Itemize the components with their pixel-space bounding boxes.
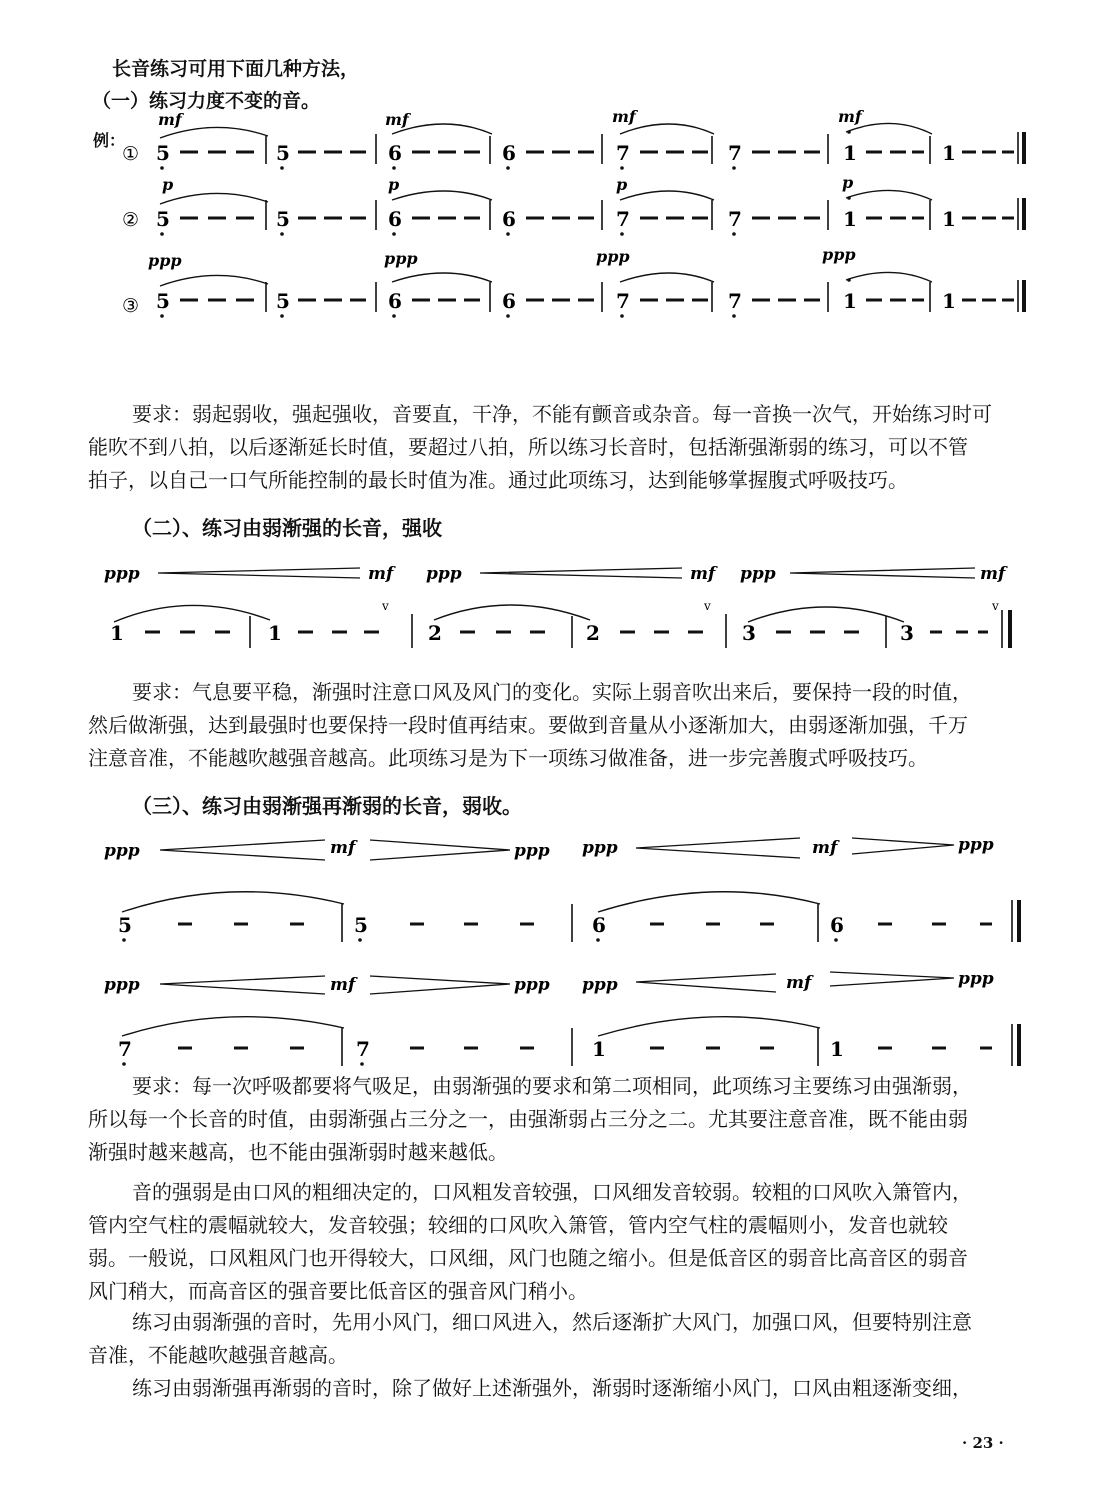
text-line: 要求：弱起弱收，强起强收，音要直，干净，不能有颤音或杂音。每一音换一次气，开始练习时可 — [132, 402, 992, 426]
dynamic-mark: ppp — [384, 249, 418, 268]
note: 7 — [118, 1037, 132, 1061]
text-line: 能吹不到八拍，以后逐渐延长时值，要超过八拍，所以练习长音时，包括渐强渐弱的练习，可以不管 — [88, 435, 968, 459]
text-line: 风门稍大，而高音区的强音要比低音区的强音风门稍小。 — [88, 1279, 588, 1303]
note: 5 — [276, 141, 290, 165]
dynamic-start: ppp — [426, 564, 462, 584]
note: 7 — [728, 141, 742, 165]
note: 1 — [110, 621, 124, 645]
dynamic-mark: mf — [838, 107, 862, 126]
score-row-1 — [122, 107, 1024, 170]
dynamic-soft: ppp — [582, 975, 618, 995]
note: 6 — [830, 913, 844, 937]
example-label: 例： — [93, 131, 126, 150]
note: 1 — [843, 207, 857, 231]
note: 7 — [728, 207, 742, 231]
dynamic-soft: ppp — [104, 975, 140, 995]
dynamic-mark: ppp — [148, 251, 182, 270]
text-line: 注意音准，不能越吹越强音越高。此项练习是为下一项练习做准备，进一步完善腹式呼吸技巧。 — [88, 746, 928, 770]
note: 1 — [592, 1037, 606, 1061]
note: 7 — [616, 141, 630, 165]
note: 2 — [586, 621, 600, 645]
dynamic-mark: mf — [385, 110, 409, 129]
score-row-3 — [122, 245, 1024, 318]
dynamic-loud: mf — [330, 975, 356, 995]
dynamic-mark: p — [388, 175, 400, 194]
note: 6 — [388, 141, 402, 165]
note: 1 — [830, 1037, 844, 1061]
text-line: 拍子，以自己一口气所能控制的最长时值为准。通过此项练习，达到能够掌握腹式呼吸技巧。 — [88, 468, 908, 492]
dynamic-soft: ppp — [958, 835, 994, 855]
dynamic-mark: p — [842, 173, 854, 192]
note: 5 — [156, 141, 170, 165]
dynamic-soft: ppp — [104, 841, 140, 861]
dynamic-loud: mf — [786, 973, 812, 993]
paragraph-strength — [88, 1176, 972, 1308]
dynamic-mark: ppp — [822, 245, 856, 264]
dynamic-mark: mf — [158, 110, 182, 129]
note: 3 — [900, 621, 914, 645]
note: 7 — [728, 289, 742, 313]
note: 1 — [942, 207, 956, 231]
breath-mark: v — [382, 599, 389, 613]
dynamic-end: mf — [980, 564, 1006, 584]
paragraph-crescendo-decrescendo — [88, 1372, 972, 1405]
dynamic-start: ppp — [740, 564, 776, 584]
dynamic-mark: p — [616, 175, 628, 194]
note: 1 — [843, 141, 857, 165]
section3-requirement — [88, 1070, 972, 1169]
text-line: 管内空气柱的震幅就较大，发音较强；较细的口风吹入箫管，管内空气柱的震幅则小，发音也就较 — [88, 1213, 948, 1237]
note: 3 — [742, 621, 756, 645]
note: 2 — [428, 621, 442, 645]
section2-title: （二）、练习由弱渐强的长音，强收 — [132, 516, 442, 540]
dynamic-soft: ppp — [514, 975, 550, 995]
row-number: ③ — [122, 295, 140, 317]
row1-dynamics — [158, 107, 865, 129]
text-line: 然后做渐强，达到最强时也要保持一段时值再结束。要做到音量从小逐渐加大，由弱逐渐加强，千万 — [88, 713, 968, 737]
dynamic-mark: mf — [612, 107, 636, 126]
text-line: 练习由弱渐强的音时，先用小风门，细口风进入，然后逐渐扩大风门，加强口风，但要特别注意 — [132, 1310, 972, 1334]
section2-requirement — [88, 676, 972, 775]
note: 6 — [502, 207, 516, 231]
note: 1 — [268, 621, 282, 645]
page-number: · 23 · — [962, 1434, 1004, 1452]
breath-mark: v — [704, 599, 711, 613]
note: 5 — [354, 913, 368, 937]
note: 1 — [843, 289, 857, 313]
note: 5 — [156, 289, 170, 313]
text-line: 所以每一个长音的时值，由弱渐强占三分之一，由强渐弱占三分之二。尤其要注意音准，既不能由弱 — [88, 1107, 968, 1131]
text-line: 弱。一般说，口风粗风门也开得较大，口风细，风门也随之缩小。但是低音区的弱音比高音区的弱音 — [88, 1246, 968, 1270]
note: 7 — [616, 207, 630, 231]
note: 1 — [942, 289, 956, 313]
section3-title: （三）、练习由弱渐强再渐弱的长音，弱收。 — [132, 794, 522, 818]
note: 5 — [118, 913, 132, 937]
note: 6 — [592, 913, 606, 937]
note: 5 — [276, 289, 290, 313]
text-line: 音准，不能越吹越强音越高。 — [88, 1343, 348, 1367]
section3-notation — [0, 820, 1102, 1070]
intro-line: 长音练习可用下面几种方法， — [112, 58, 360, 80]
dynamic-loud: mf — [812, 838, 838, 858]
text-line: 渐强时越来越高，也不能由强渐弱时越来越低。 — [88, 1140, 508, 1164]
dynamic-end: mf — [368, 564, 394, 584]
row-number: ② — [122, 209, 140, 231]
note: 6 — [502, 289, 516, 313]
note: 5 — [276, 207, 290, 231]
note: 7 — [616, 289, 630, 313]
note: 6 — [388, 289, 402, 313]
note: 6 — [502, 141, 516, 165]
dynamic-mark: ppp — [596, 247, 630, 266]
note: 5 — [156, 207, 170, 231]
text-line: 要求：每一次呼吸都要将气吸足，由弱渐强的要求和第二项相同，此项练习主要练习由强渐弱， — [132, 1074, 972, 1098]
text-line: 要求：气息要平稳，渐强时注意口风及风门的变化。实际上弱音吹出来后，要保持一段的时值， — [132, 680, 972, 704]
paragraph-crescendo — [88, 1306, 972, 1372]
dynamic-mark: p — [162, 175, 174, 194]
dynamic-soft: ppp — [582, 838, 618, 858]
breath-mark: v — [992, 599, 999, 613]
score-row-2 — [122, 173, 1024, 236]
text-line: 音的强弱是由口风的粗细决定的，口风粗发音较强，口风细发音较弱。较粗的口风吹入箫管内， — [132, 1180, 972, 1204]
note: 6 — [388, 207, 402, 231]
dynamic-loud: mf — [330, 838, 356, 858]
section1-requirement — [88, 398, 992, 497]
dynamic-end: mf — [690, 564, 716, 584]
section2-notation — [0, 550, 1102, 660]
text-line: 练习由弱渐强再渐弱的音时，除了做好上述渐强外，渐弱时逐渐缩小风门，口风由粗逐渐变细， — [132, 1376, 972, 1400]
dynamic-start: ppp — [104, 564, 140, 584]
note: 1 — [942, 141, 956, 165]
note: 7 — [356, 1037, 370, 1061]
row-number: ① — [122, 143, 140, 165]
dynamic-soft: ppp — [514, 841, 550, 861]
dynamic-soft: ppp — [958, 969, 994, 989]
section1-notation — [0, 100, 1102, 340]
section1-title: （一）练习力度不变的音。 — [92, 90, 321, 112]
